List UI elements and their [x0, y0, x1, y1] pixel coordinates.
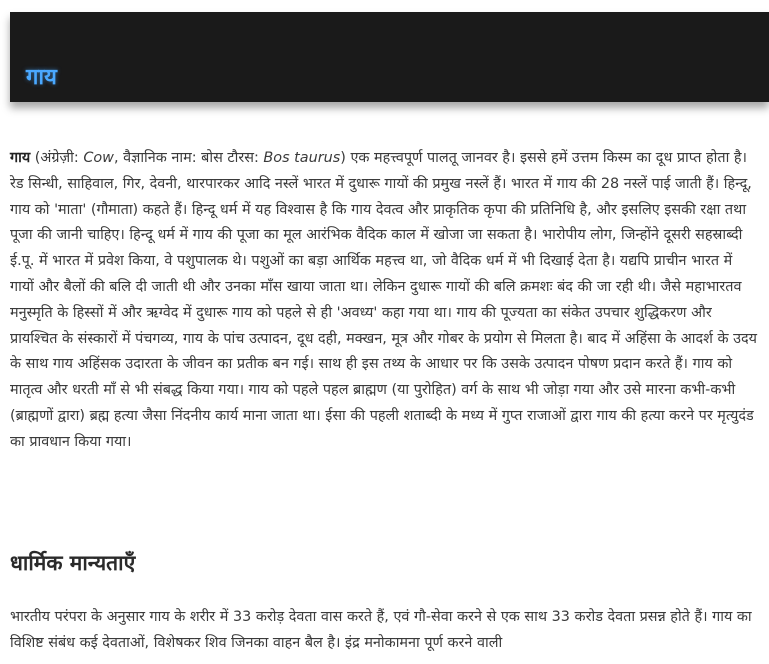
page-header — [10, 12, 769, 102]
section-paragraph: भारतीय परंपरा के अनुसार गाय के शरीर में 33 करोड़ देवता वास करते हैं, एवं गौ-सेवा करने से एक साथ 33 करोड देवता प्रसन्न होते हैं। गाय का विशिष्ट संबंध कई देवताओं, विशेषकर शिव जिनका वाहन बैल है। इंद्र मनोकामना पूर्ण करने वाली — [10, 609, 752, 651]
scientific-name: Bos taurus — [263, 150, 341, 166]
page-title: गाय — [26, 65, 57, 90]
english-name: Cow — [83, 150, 114, 166]
intro-paragraph — [10, 146, 760, 456]
article-term: गाय — [10, 150, 31, 166]
intro-text-1: (अंग्रेज़ी: — [30, 150, 84, 166]
intro-text-3: ) एक महत्त्वपूर्ण पालतू जानवर है। इससे हमें उत्तम किस्म का दूध प्राप्त होता है। रेड सिन्धी, साहिवाल, गिर, देवनी, थारपारकर आदि नस्लें भारत में दुधारू गायों की प्रमुख नस्लें हैं। भारत में गाय की 28 नस्लें पाई जाती हैं। हिन्दू, गाय को 'माता' (गौमाता) कहते हैं। हिन्दू धर्म में यह विश्वास है कि गाय देवत्व और प्राकृतिक कृपा की प्रतिनिधि है, और इसलिए इसकी रक्षा तथा पूजा की जानी चाहिए। हिन्दू धर्म में गाय की पूजा का मूल आरंभिक वैदिक काल में खोजा जा सकता है। भारोपीय लोग, जिन्होंने दूसरी सहस्राब्दी ई.पू. में भारत में प्रवेश किया, वे पशुपालक थे। पशुओं का बड़ा आर्थिक महत्त्व था, जो वैदिक धर्म में भी दिखाई देता है। यद्यपि प्राचीन भारत में गायों और बैलों की बलि दी जाती थी और उनका माँस खाया जाता था। लेकिन दुधारू गायों की बलि क्रमशः बंद की जा रही थी। जैसे महाभारतव मनुस्मृति के हिस्सों में और ऋग्वेद में दुधारू गाय को पहले से ही 'अवध्य' कहा गया था। गाय की पूज्यता का संकेत उपचार शुद्धिकरण और प्रायश्चित के संस्कारों में पंचगव्य, गाय के पांच उत्पादन, दूध दही, मक्खन, मूत्र और गोबर के प्रयोग से मिलता है। बाद में अहिंसा के आदर्श के उदय के साथ गाय अहिंसक उदारता के जीवन का प्रतीक बन गई। साथ ही इस तथ्य के आधार पर कि उसके उत्पादन पोषण प्रदान करते हैं। गाय को मातृत्व और धरती माँ से भी संबद्ध किया गया। गाय को पहले पहल ब्राह्मण (या पुरोहित) वर्ग के साथ भी जोड़ा गया और उसे मारना कभी-कभी (ब्राह्मणों द्वारा) ब्रह्म हत्या जैसा निंदनीय कार्य माना जाता था। ईसा की पहली शताब्दी के मध्य में गुप्त राजाओं द्वारा गाय की हत्या करने पर मृत्युदंड का प्रावधान किया गया। — [10, 150, 757, 450]
section-heading: धार्मिक मान्यताएँ — [10, 551, 136, 575]
intro-text-2: , वैज्ञानिक नाम: बोस टौरस: — [113, 150, 264, 166]
